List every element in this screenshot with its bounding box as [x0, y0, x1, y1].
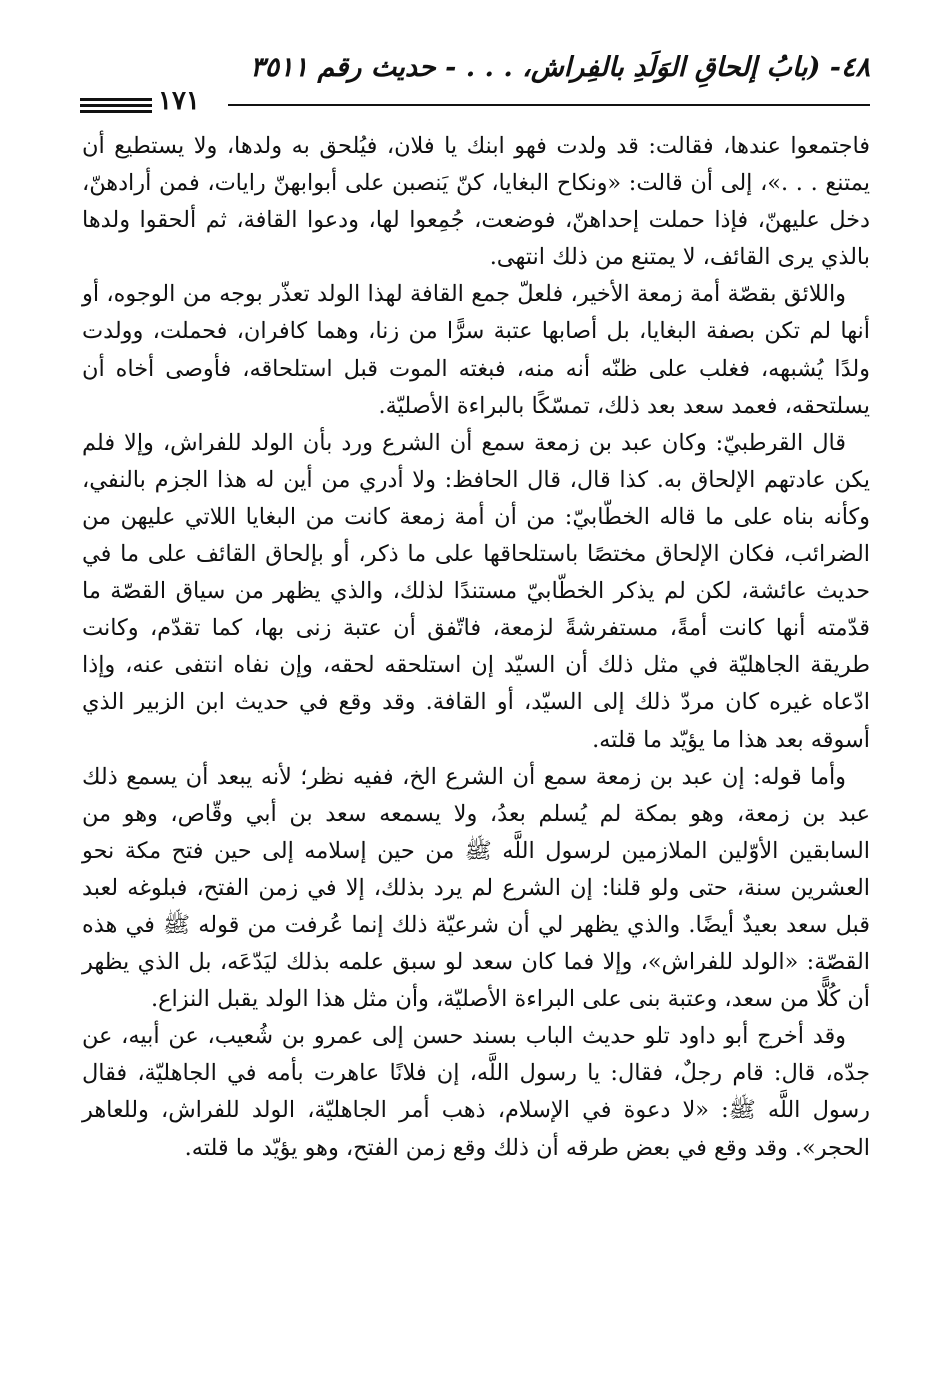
- body-text: [82, 128, 870, 1167]
- double-rule: [80, 98, 152, 116]
- page-number: ١٧١: [158, 86, 200, 116]
- running-title: ٤٨- (بابُ إلحاقِ الوَلَدِ بالفِراش، . . . - حديث رقم ٣٥١١: [250, 52, 870, 83]
- paragraph-2: واللائق بقصّة أمة زمعة الأخير، فلعلّ جمع القافة لهذا الولد تعذّر بوجه من الوجوه، أو أنها لم تكن بصفة البغايا، بل أصابها عتبة سرًّا من زنا، وهما كافران، فحملت، وولدت ولدًا يُشبهه، فغلب على ظنّه أنه منه، فبغته الموت قبل استلحاقه، فأوصى أخاه أن يسلتحقه، فعمد سعد بعد ذلك، تمسّكًا بالبراءة الأصليّة.: [82, 281, 870, 419]
- paragraph-1: فاجتمعوا عندها، فقالت: قد ولدت فهو ابنك يا فلان، فيُلحق به ولدها، ولا يستطيع أن يمتنع . . .»، إلى أن قالت: «ونكاح البغايا، كنّ يَنصبن على أبوابهنّ رايات، فمن أرادهنّ، دخل عليهنّ، فإذا حملت إحداهنّ، فوضعت، جُمِعوا لها، ودعوا القافة، ثم ألحقوا ولدها بالذي يرى القائف، لا يمتنع من ذلك انتهى.: [82, 133, 870, 271]
- single-rule: [228, 104, 870, 106]
- header-rule: [80, 86, 870, 122]
- paragraph-3: قال القرطبيّ: وكان عبد بن زمعة سمع أن الشرع ورد بأن الولد للفراش، وإلا فلم يكن عادتهم الإلحاق به. كذا قال، قال الحافظ: ولا أدري من أين له هذا الجزم بالنفي، وكأنه بناه على ما قاله الخطّابيّ: من أن أمة زمعة كانت من البغايا اللاتي عليهن من الضرائب، فكان الإلحاق مختصًا باستلحاقها على ما ذكر، أو بإلحاق القائف على ما في حديث عائشة، لكن لم يذكر الخطّابيّ مستندًا لذلك، والذي يظهر من سياق القصّة ما قدّمته أنها كانت أمةً، مستفرشةً لزمعة، فاتّفق أن عتبة زنى بها، كما تقدّم، وكانت طريقة الجاهليّة في مثل ذلك أن السيّد إن استلحقه لحقه، وإن نفاه انتفى عنه، وإذا ادّعاه غيره كان مردّ ذلك إلى السيّد، أو القافة. وقد وقع في حديث ابن الزبير الذي أسوقه بعد هذا ما يؤيّد ما قلته.: [82, 429, 870, 753]
- paragraph-4: وأما قوله: إن عبد بن زمعة سمع أن الشرع الخ، ففيه نظر؛ لأنه يبعد أن يسمع ذلك عبد بن زمعة، وهو بمكة لم يُسلم بعدُ، ولا يسمعه سعد بن أبي وقّاص، وهو من السابقين الأوّلين الملازمين لرسول اللَّه ﷺ من حين إسلامه إلى حين فتح مكة نحو العشرين سنة، حتى ولو قلنا: إن الشرع لم يرد بذلك، إلا في زمن الفتح، فبلوغه لعبد قبل سعد بعيدٌ أيضًا. والذي يظهر لي أن شرعيّة ذلك إنما عُرفت من قوله ﷺ في هذه القصّة: «الولد للفراش»، وإلا فما كان سعد لو سبق علمه بذلك ليَدّعَه، بل الذي يظهر أن كُلًّا من سعد، وعتبة بنى على البراءة الأصليّة، وأن مثل هذا الولد يقبل النزاع.: [82, 763, 870, 1013]
- paragraph-5: وقد أخرج أبو داود تلو حديث الباب بسند حسن إلى عمرو بن شُعيب، عن أبيه، عن جدّه، قال: قام رجلٌ، فقال: يا رسول اللَّه، إن فلانًا عاهرت بأمه في الجاهليّة، فقال رسول اللَّه ﷺ: «لا دعوة في الإسلام، ذهب أمر الجاهليّة، الولد للفراش، وللعاهر الحجر». وقد وقع في بعض طرقه أن ذلك وقع زمن الفتح، وهو يؤيّد ما قلته.: [82, 1023, 870, 1161]
